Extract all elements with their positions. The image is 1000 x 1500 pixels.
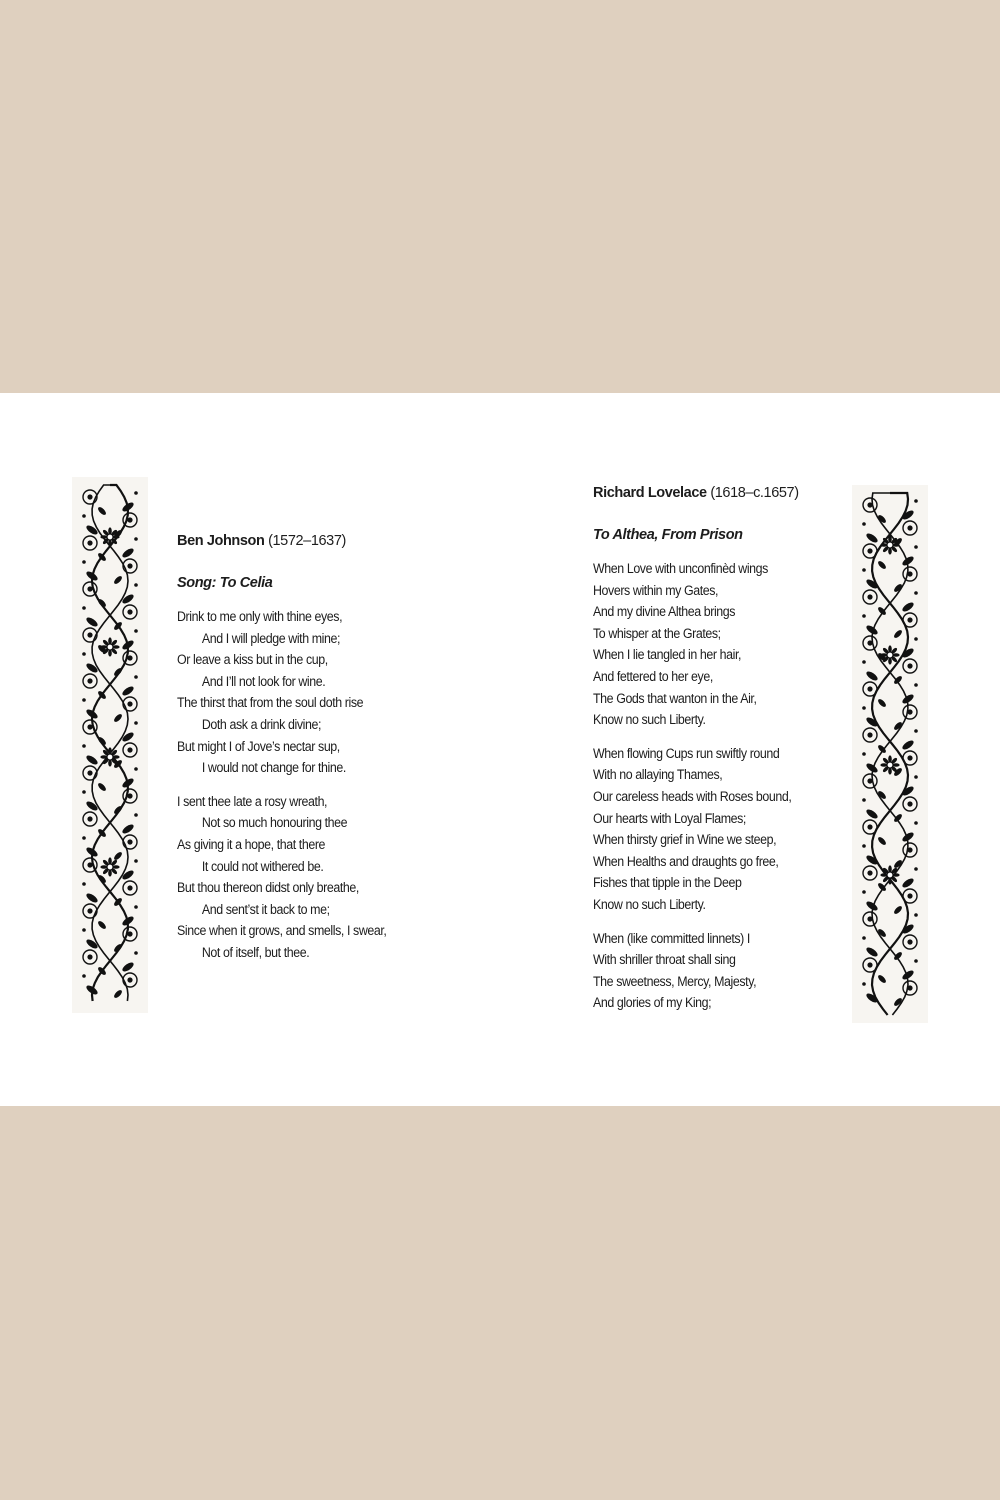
book-spread	[0, 393, 1000, 1106]
poem-line: Or leave a kiss but in the cup,	[177, 652, 328, 668]
floral-vine-border-icon	[72, 477, 148, 1013]
poem-line: Hovers within my Gates,	[593, 582, 719, 598]
poem-title: To Althea, From Prison	[593, 527, 743, 543]
poem-author	[177, 531, 507, 551]
author-name: Ben Johnson	[177, 533, 265, 549]
poem-line: Since when it grows, and smells, I swear,	[177, 923, 387, 939]
poem-line: And glories of my King;	[593, 995, 712, 1011]
poem-line: As giving it a hope, that there	[177, 836, 326, 852]
poem-author	[593, 483, 843, 503]
poem-line: To whisper at the Grates;	[593, 625, 721, 641]
poem-stanzas	[177, 606, 507, 964]
stanza	[593, 558, 843, 731]
poem-line: And my divine Althea brings	[593, 604, 736, 620]
poem-line: Doth ask a drink divine;	[201, 716, 322, 732]
poem-line: When Healths and draughts go free,	[593, 853, 779, 869]
poem-line: When I lie tangled in her hair,	[593, 647, 742, 663]
poem-line: Drink to me only with thine eyes,	[177, 609, 343, 624]
poem-line: When flowing Cups run swiftly round	[593, 745, 780, 761]
poem-line: The Gods that wanton in the Air,	[593, 690, 757, 706]
stanza	[593, 743, 843, 916]
poem-line: I sent thee late a rosy wreath,	[177, 793, 328, 809]
poem-stanzas	[593, 558, 843, 1014]
poem-line: Our careless heads with Roses bound,	[593, 788, 792, 804]
poem-song-to-celia	[177, 531, 507, 964]
poem-line: Know no such Liberty.	[593, 712, 706, 728]
poem-line: But thou thereon didst only breathe,	[177, 880, 359, 896]
poem-line: I would not change for thine.	[201, 760, 346, 776]
poem-line: Know no such Liberty.	[593, 896, 706, 912]
stanza	[593, 928, 843, 1014]
poem-line: And I will pledge with mine;	[201, 630, 341, 646]
poem-line: But might I of Jove’s nectar sup,	[177, 738, 340, 754]
poem-line: When Love with unconfinèd wings	[593, 561, 768, 576]
author-dates: (1572–1637)	[268, 533, 346, 549]
poem-line: Not so much honouring thee	[201, 815, 348, 831]
poem-line: And fettered to her eye,	[593, 668, 713, 684]
poem-line: With no allaying Thames,	[593, 767, 723, 783]
poem-line: Our hearts with Loyal Flames;	[593, 810, 746, 826]
poem-line: The sweetness, Mercy, Majesty,	[593, 973, 757, 989]
poem-line: And sent’st it back to me;	[201, 901, 330, 917]
poem-line: It could not withered be.	[201, 858, 324, 874]
poem-line: Not of itself, but thee.	[201, 944, 310, 960]
author-dates: (1618–c.1657)	[710, 485, 799, 501]
floral-vine-border-icon	[852, 485, 928, 1023]
poem-title: Song: To Celia	[177, 575, 273, 591]
poem-line: With shriller throat shall sing	[593, 952, 736, 968]
right-vine-svg	[852, 485, 928, 1023]
poem-line: Fishes that tipple in the Deep	[593, 875, 742, 891]
poem-line: The thirst that from the soul doth rise	[177, 695, 364, 711]
poem-line: When (like committed linnets) I	[593, 930, 750, 946]
left-vine-svg	[72, 477, 148, 1013]
author-name: Richard Lovelace	[593, 485, 707, 501]
poem-line: When thirsty grief in Wine we steep,	[593, 832, 777, 848]
poem-to-althea	[593, 483, 843, 1014]
stanza	[177, 791, 507, 964]
poem-line: And I’ll not look for wine.	[201, 673, 326, 689]
stanza	[177, 606, 507, 779]
